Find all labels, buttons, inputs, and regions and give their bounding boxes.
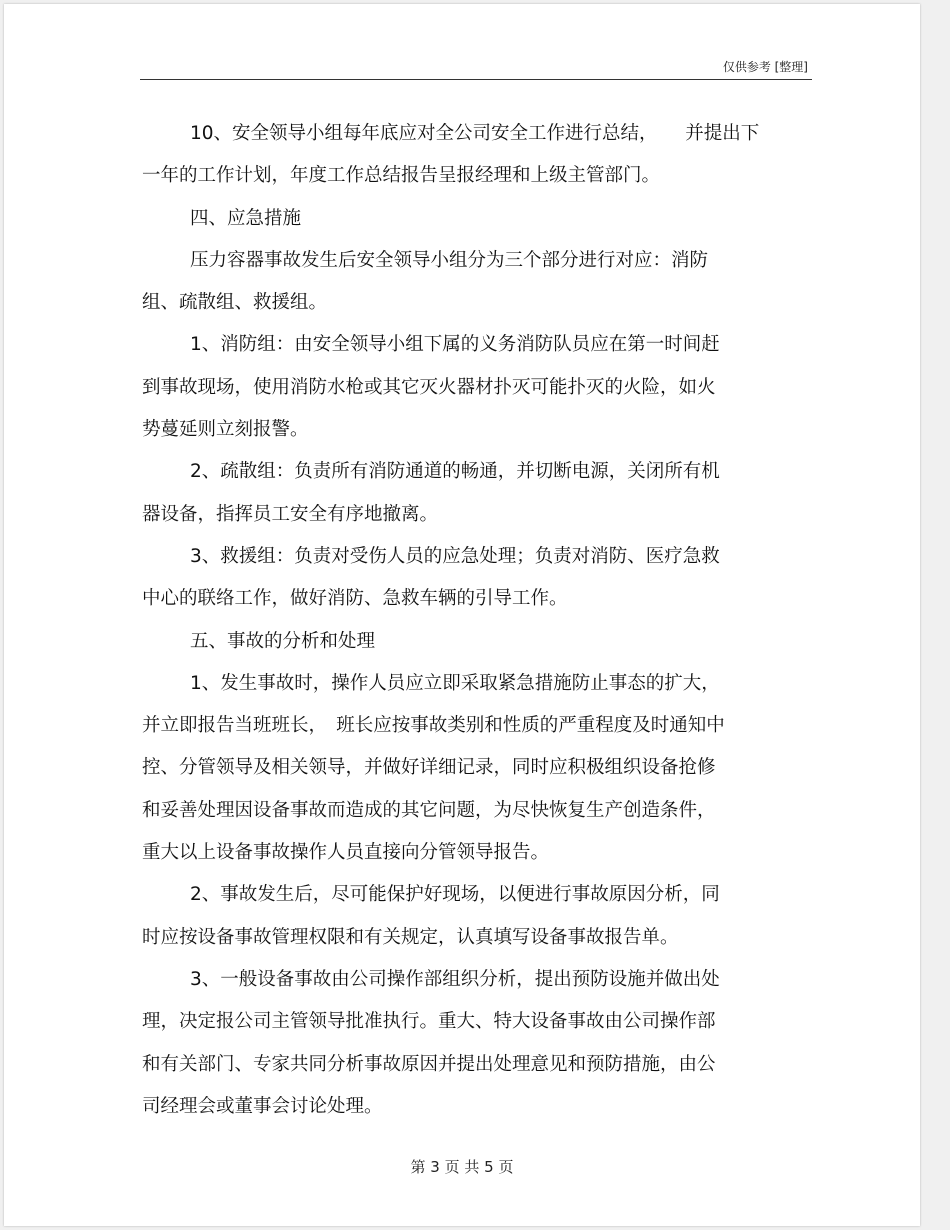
text-line: 3、一般设备事故由公司操作部组织分析，提出预防设施并做出处 (190, 968, 720, 990)
text-line: 到事故现场，使用消防水枪或其它灭火器材扑灭可能扑灭的火险，如火 (142, 376, 716, 398)
text-line: 组、疏散组、救援组。 (142, 292, 328, 314)
text-line: 势蔓延则立刻报警。 (142, 419, 309, 441)
text-line: 四、应急措施 (190, 207, 302, 229)
header-rule (140, 79, 812, 80)
text-line: 时应按设备事故管理权限和有关规定，认真填写设备事故报告单。 (142, 926, 679, 948)
text-line: 1、消防组：由安全领导小组下属的义务消防队员应在第一时间赶 (190, 334, 720, 356)
text-line: 和有关部门、专家共同分析事故原因并提出处理意见和预防措施，由公 (142, 1053, 716, 1075)
text-line: 理，决定报公司主管领导批准执行。重大、特大设备事故由公司操作部 (142, 1011, 716, 1033)
text-line: 中心的联络工作，做好消防、急救车辆的引导工作。 (142, 588, 568, 610)
text-line: 10、安全领导小组每年底应对全公司安全工作进行总结， 并提出下 (190, 123, 760, 144)
text-line: 和妥善处理因设备事故而造成的其它问题，为尽快恢复生产创造条件， (142, 799, 716, 821)
text-line: 控、分管领导及相关领导，并做好详细记录，同时应积极组织设备抢修 (142, 757, 716, 779)
header-tag: 仅供参考 [整理] (722, 60, 808, 74)
text-line: 2、事故发生后，尽可能保护好现场，以便进行事故原因分析，同 (190, 884, 720, 906)
text-line: 2、疏散组：负责所有消防通道的畅通，并切断电源，关闭所有机 (190, 461, 720, 483)
text-line: 司经理会或董事会讨论处理。 (142, 1095, 383, 1117)
text-line: 五、事故的分析和处理 (190, 630, 376, 652)
text-line: 压力容器事故发生后安全领导小组分为三个部分进行对应：消防 (190, 249, 709, 271)
text-line: 器设备，指挥员工安全有序地撤离。 (142, 503, 439, 525)
document-page (4, 4, 920, 1226)
text-line: 3、救援组：负责对受伤人员的应急处理；负责对消防、医疗急救 (190, 545, 720, 567)
page-number: 第 3 页 共 5 页 (410, 1158, 514, 1176)
body-text (142, 113, 812, 1128)
text-line: 1、发生事故时，操作人员应立即采取紧急措施防止事态的扩大， (190, 672, 720, 694)
text-line: 并立即报告当班班长， 班长应按事故类别和性质的严重程度及时通知中 (142, 715, 725, 737)
text-line: 重大以上设备事故操作人员直接向分管领导报告。 (142, 842, 550, 864)
text-line: 一年的工作计划，年度工作总结报告呈报经理和上级主管部门。 (142, 165, 661, 187)
